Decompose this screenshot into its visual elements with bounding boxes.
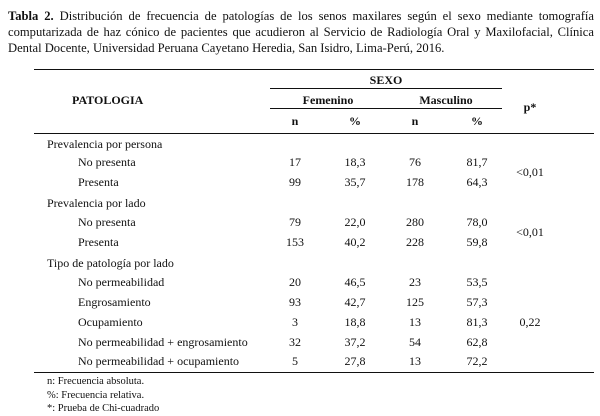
- row-label: Engrosamiento: [78, 295, 151, 309]
- cell-fem-pct: 40,2: [344, 235, 366, 249]
- cell-fem-n: 5: [292, 354, 298, 368]
- cell-fem-pct: 46,5: [344, 275, 366, 289]
- section-title: Prevalencia por lado: [47, 196, 146, 210]
- cell-masc-pct: 81,7: [466, 155, 488, 169]
- cell-masc-pct: 81,3: [466, 315, 488, 329]
- header-fem-pct: %: [349, 114, 361, 128]
- header-masculino: Masculino: [419, 93, 473, 107]
- header-fem-n: n: [291, 114, 299, 128]
- subgroup-rule: [270, 108, 502, 109]
- row-label: No permeabilidad + ocupamiento: [78, 354, 240, 368]
- header-masc-pct: %: [471, 114, 483, 128]
- cell-fem-pct: 42,7: [344, 295, 366, 309]
- header-sexo: SEXO: [369, 73, 403, 87]
- header-patologia: PATOLOGIA: [72, 93, 144, 107]
- cell-masc-n: 76: [409, 155, 421, 169]
- top-rule: [34, 69, 594, 70]
- header-masc-n: n: [411, 114, 419, 128]
- cell-fem-pct: 22,0: [344, 215, 366, 229]
- header-bottom-rule: [34, 133, 594, 134]
- cell-masc-n: 23: [409, 275, 421, 289]
- cell-masc-n: 13: [409, 315, 421, 329]
- header-femenino: Femenino: [302, 93, 354, 107]
- cell-fem-n: 99: [289, 175, 301, 189]
- p-value: <0,01: [516, 225, 544, 239]
- caption-text: Distribución de frecuencia de patologías de los senos maxilares según el sexo mediante tomografía computarizada de haz cónico de pacientes que acudieron al Servicio de Radiología Oral y Maxilofacial, Clínica Dental Docente, Universidad Peruana Cayetano Heredia, San Isidro, Lima-Perú, 2016.: [8, 9, 594, 55]
- p-value: 0,22: [519, 315, 541, 329]
- cell-masc-pct: 78,0: [466, 215, 488, 229]
- footnote: *: Prueba de Chi-cuadrado: [47, 403, 160, 414]
- section-title: Tipo de patología por lado: [47, 256, 174, 270]
- cell-masc-n: 125: [406, 295, 424, 309]
- table-caption: [8, 8, 594, 56]
- cell-masc-n: 178: [406, 175, 424, 189]
- cell-masc-n: 228: [406, 235, 424, 249]
- cell-fem-pct: 18,8: [344, 315, 366, 329]
- row-label: No presenta: [78, 215, 136, 229]
- row-label: No permeabilidad: [78, 275, 165, 289]
- cell-fem-n: 17: [289, 155, 301, 169]
- header-p: p*: [523, 100, 537, 114]
- cell-fem-n: 93: [289, 295, 301, 309]
- cell-fem-pct: 18,3: [344, 155, 366, 169]
- cell-masc-pct: 57,3: [466, 295, 488, 309]
- row-label: Ocupamiento: [78, 315, 143, 329]
- cell-masc-pct: 64,3: [466, 175, 488, 189]
- cell-masc-pct: 59,8: [466, 235, 488, 249]
- cell-fem-n: 3: [292, 315, 298, 329]
- row-label: No presenta: [78, 155, 136, 169]
- cell-fem-n: 153: [286, 235, 304, 249]
- sexo-rule: [270, 88, 502, 89]
- cell-masc-pct: 62,8: [466, 335, 488, 349]
- cell-fem-pct: 35,7: [344, 175, 366, 189]
- cell-masc-pct: 72,2: [466, 354, 488, 368]
- cell-fem-n: 32: [289, 335, 301, 349]
- cell-masc-n: 54: [409, 335, 421, 349]
- cell-fem-pct: 37,2: [344, 335, 366, 349]
- cell-masc-n: 280: [406, 215, 424, 229]
- cell-fem-n: 79: [289, 215, 301, 229]
- section-title: Prevalencia por persona: [47, 137, 163, 151]
- p-value: <0,01: [516, 165, 544, 179]
- caption-label: Tabla 2.: [8, 9, 54, 23]
- footnote: n: Frecuencia absoluta.: [47, 376, 145, 387]
- row-label: No permeabilidad + engrosamiento: [78, 335, 248, 349]
- bottom-rule: [34, 372, 594, 373]
- cell-fem-pct: 27,8: [344, 354, 366, 368]
- row-label: Presenta: [78, 235, 119, 249]
- cell-masc-n: 13: [409, 354, 421, 368]
- cell-fem-n: 20: [289, 275, 301, 289]
- cell-masc-pct: 53,5: [466, 275, 488, 289]
- row-label: Presenta: [78, 175, 119, 189]
- footnote: %: Frecuencia relativa.: [47, 390, 145, 401]
